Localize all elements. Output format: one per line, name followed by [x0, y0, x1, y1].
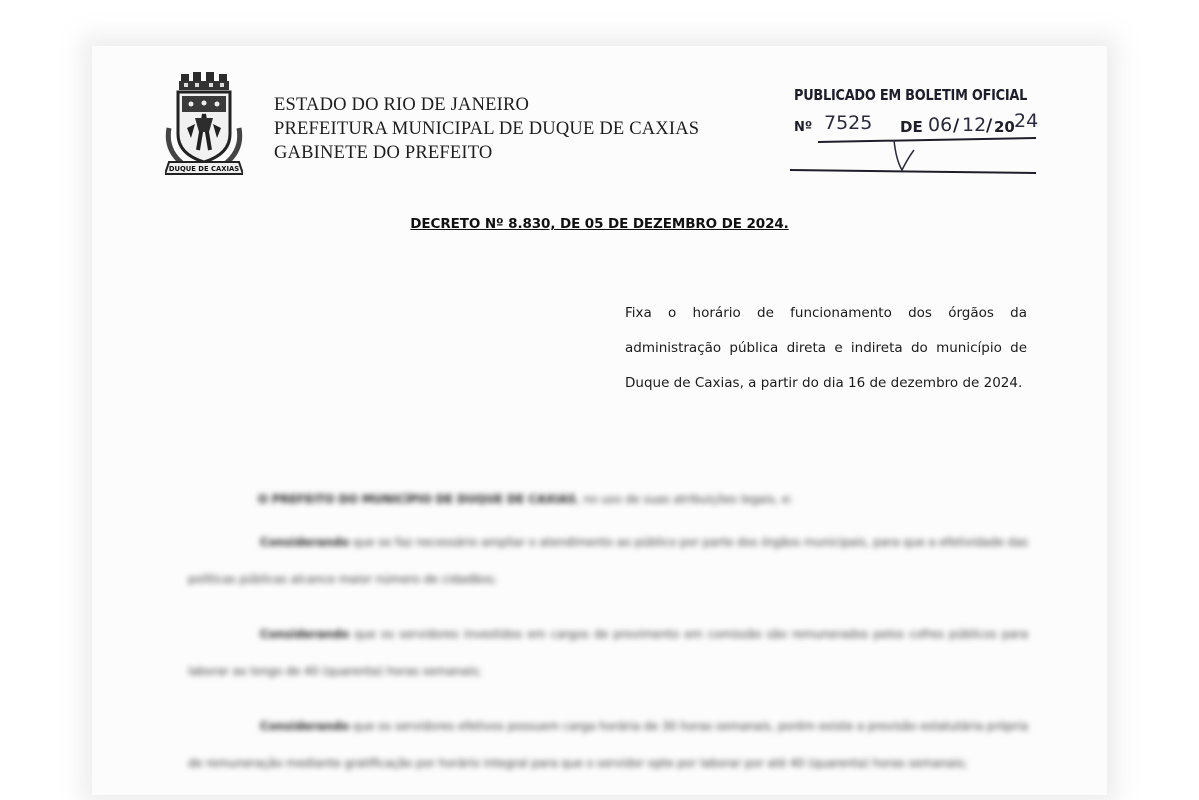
state-name: ESTADO DO RIO DE JANEIRO — [274, 95, 530, 115]
body-text: que os servidores investidos em cargos de provimento em comissão são remunerados pelos cofres públicos para laborar ao longo de 40 (quarenta) horas semanais; — [188, 627, 1028, 678]
body-paragraph — [188, 708, 1028, 782]
stamp-title: PUBLICADO EM BOLETIM OFICIAL — [794, 86, 1028, 104]
stamp-day: 06 — [928, 114, 953, 136]
stamp-number: 7525 — [824, 112, 873, 134]
body-bold-lead: Considerando — [260, 627, 350, 641]
signature-scribble — [894, 140, 914, 170]
stamp-year-suffix: 24 — [1014, 110, 1039, 132]
decree-body — [188, 484, 1028, 800]
body-text: que se faz necessário ampliar o atendimento ao público por parte dos órgãos municipais, para que a efetividade das políticas públicas alcance maior número de cidadãos; — [188, 535, 1028, 586]
stamp-date-prefix: DE — [900, 118, 923, 136]
stamp-number-date: Nº 7525 DE 06 / 12 / 20 24 — [794, 110, 1039, 136]
coat-of-arms-logo — [165, 72, 243, 178]
body-text: que os servidores efetivos possuem carga horária de 30 horas semanais, porém existe a previsão estatutária própria de remuneração mediante gratificação por horário integral para que o servidor opte por laborar por até 40 (quarenta) horas semanais; — [188, 719, 1028, 770]
stamp-month: 12 — [962, 114, 987, 136]
city-hall-name: PREFEITURA MUNICIPAL DE DUQUE DE CAXIAS — [274, 119, 700, 139]
stamp-lines — [790, 80, 1040, 180]
body-text: , no uso de suas atribuições legais, e: — [576, 492, 793, 506]
office-name: GABINETE DO PREFEITO — [274, 143, 493, 163]
publication-stamp — [790, 80, 1040, 180]
decree-summary: Fixa o horário de funcionamento dos órgãos da administração pública direta e indireta do município de Duque de Caxias, a partir do dia 16 de dezembro de 2024. — [625, 305, 1027, 391]
body-paragraph — [188, 616, 1028, 690]
stamp-number-prefix: Nº — [794, 120, 813, 135]
letterhead — [274, 93, 699, 165]
body-paragraph — [188, 524, 1028, 598]
decree-title: DECRETO Nº 8.830, DE 05 DE DEZEMBRO DE 2024. — [410, 216, 789, 232]
body-bold-lead: O PREFEITO DO MUNICÍPIO DE DUQUE DE CAXIAS — [258, 492, 577, 506]
body-bold-lead: Considerando — [260, 535, 350, 549]
body-paragraph — [188, 484, 1028, 514]
stamp-year-prefix: 20 — [994, 118, 1015, 136]
svg-text:DUQUE DE CAXIAS: DUQUE DE CAXIAS — [168, 165, 240, 173]
body-bold-lead: Considerando — [260, 719, 350, 733]
